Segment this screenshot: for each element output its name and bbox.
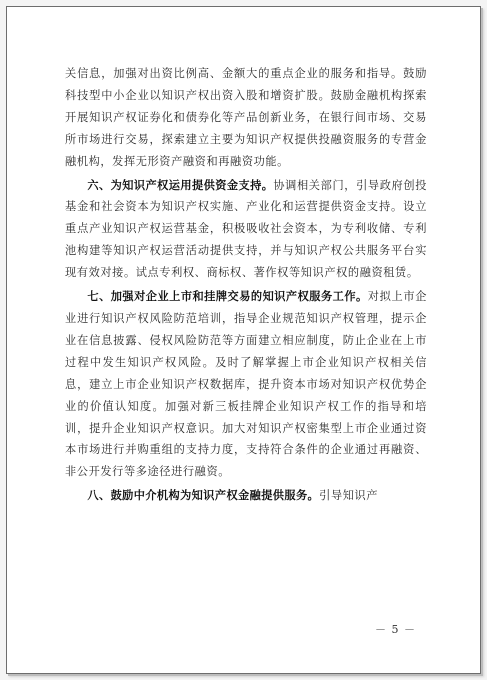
paragraph-text: 协调相关部门，引导政府创投基金和社会资本为知识产权实施、产业化和运营提供资金支持。设立重点产业知识产权运营基金，积极吸收社会资本，为专利收储、专利池构建等知识产权运营活动提供支持，并与知识产权公共服务平台实现有效对接。试点专利权、商标权、著作权等知识产权的融资租赁。	[65, 178, 427, 280]
section-heading: 六、为知识产权运用提供资金支持。	[87, 178, 274, 192]
paragraph-text: 引导知识产	[319, 489, 379, 503]
document-page	[6, 6, 481, 674]
paragraph-section-6	[65, 175, 427, 285]
document-body	[65, 63, 427, 509]
paragraph-continuation	[65, 63, 427, 173]
paragraph-section-8	[65, 485, 427, 507]
section-heading: 八、鼓励中介机构为知识产权金融提供服务。	[87, 489, 320, 503]
page-number: － 5 －	[375, 623, 416, 636]
paragraph-text: 关信息，加强对出资比例高、金额大的重点企业的服务和指导。鼓励科技型中小企业以知识产权出资入股和增资扩股。鼓励金融机构探索开展知识产权证券化和债券化等产品创新业务，在银行间市场、交易所市场进行交易，探索建立主要为知识产权提供投融资服务的专营金融机构，发挥无形资产融资和再融资功能。	[65, 67, 427, 168]
paragraph-section-7	[65, 286, 427, 483]
paragraph-text: 对拟上市企业进行知识产权风险防范培训，指导企业规范知识产权管理，提示企业在信息披露、侵权风险防范等方面建立相应制度，防止企业在上市过程中发生知识产权风险。及时了解掌握上市企业知识产权相关信息，建立上市企业知识产权数据库，提升资本市场对知识产权优势企业的价值认知度。加强对新三板挂牌企业知识产权工作的指导和培训，提升企业知识产权意识。加大对知识产权密集型上市企业通过资本市场进行并购重组的支持力度，支持符合条件的企业通过再融资、非公开发行等多途径进行融资。	[65, 290, 427, 479]
section-heading: 七、加强对企业上市和挂牌交易的知识产权服务工作。	[87, 290, 368, 304]
